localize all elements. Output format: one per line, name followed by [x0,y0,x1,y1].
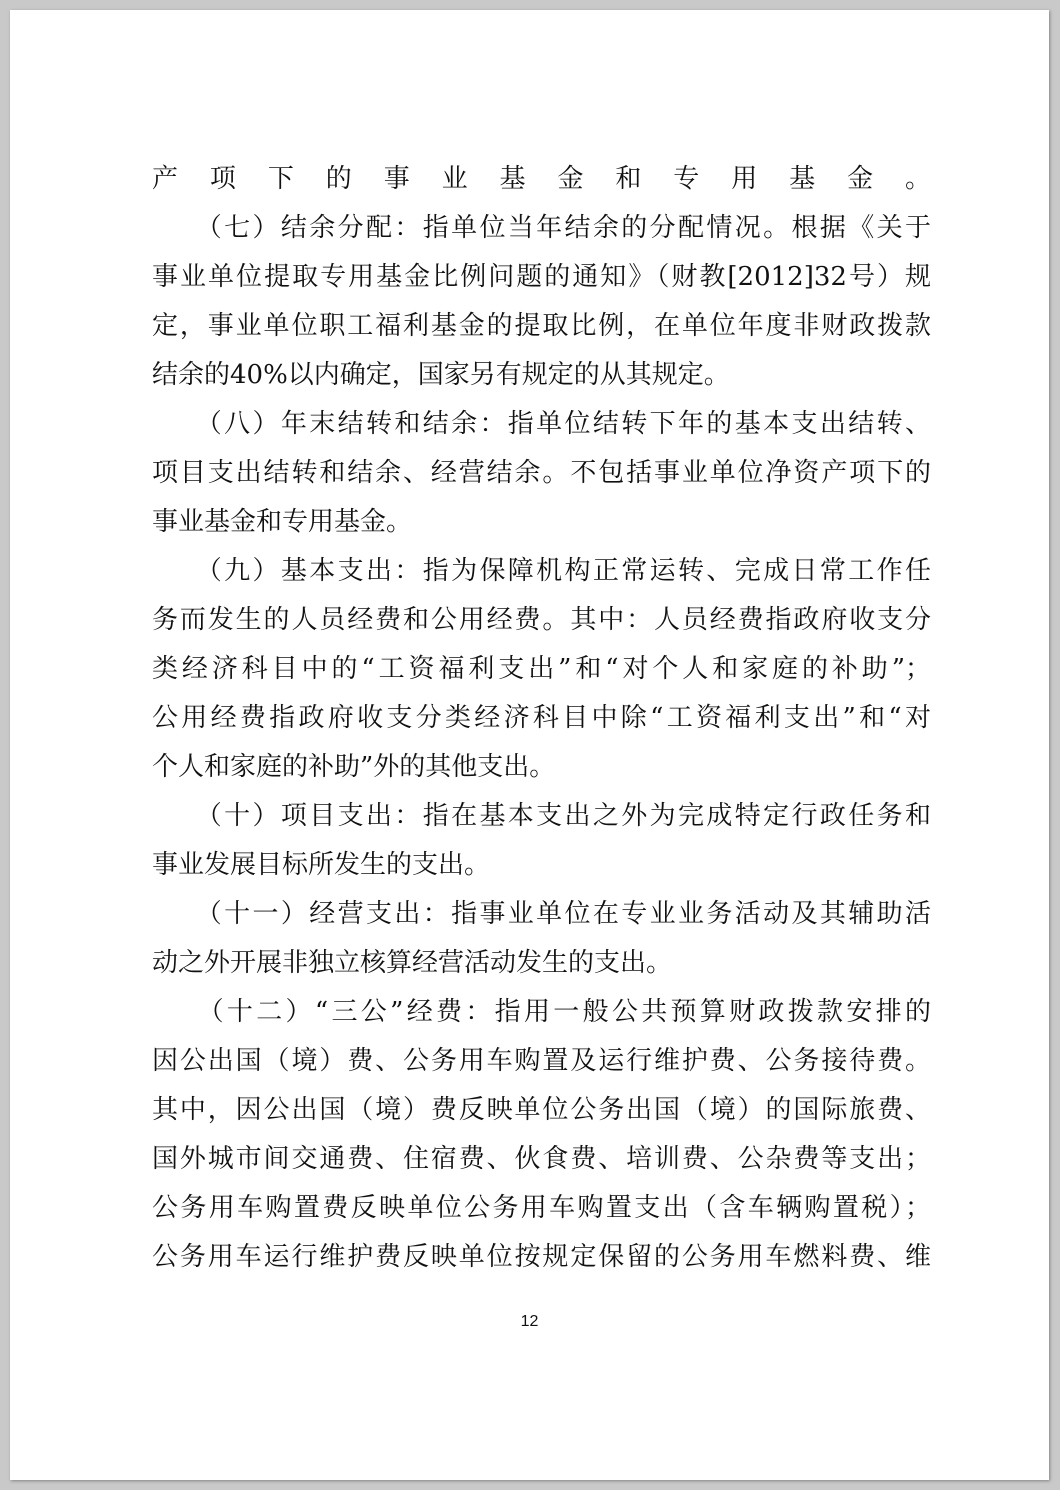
text-line: 产项下的事业基金和专用基金。 [152,164,931,194]
page-number: 12 [520,1313,539,1330]
text-line: （九）基本支出：指为保障机构正常运转、完成日常工作任 [152,556,931,586]
document-page [10,10,1049,1480]
text-line: 公务用车购置费反映单位公务用车购置支出（含车辆购置税）； [152,1193,931,1223]
text-line: 结余的40%以内确定，国家另有规定的从其规定。 [152,360,730,390]
text-line: （十二）“三公”经费：指用一般公共预算财政拨款安排的 [152,997,931,1027]
text-line: 事业单位提取专用基金比例问题的通知》（财教[2012]32号）规 [152,262,931,292]
text-line: 项目支出结转和结余、经营结余。不包括事业单位净资产项下的 [152,458,931,488]
text-line: 公用经费指政府收支分类经济科目中除“工资福利支出”和“对 [152,703,931,733]
text-line: 务而发生的人员经费和公用经费。其中：人员经费指政府收支分 [152,605,931,635]
text-line: 因公出国（境）费、公务用车购置及运行维护费、公务接待费。 [152,1046,931,1076]
text-line: 事业基金和专用基金。 [152,507,413,537]
body-text [152,155,931,1282]
text-line: （十一）经营支出：指事业单位在专业业务活动及其辅助活 [152,899,931,929]
text-line: 其中，因公出国（境）费反映单位公务出国（境）的国际旅费、 [152,1095,931,1125]
text-line: 个人和家庭的补助”外的其他支出。 [152,752,556,782]
text-line: 定，事业单位职工福利基金的提取比例，在单位年度非财政拨款 [152,311,931,341]
text-line: 类经济科目中的“工资福利支出”和“对个人和家庭的补助”； [152,654,931,684]
text-line: （七）结余分配：指单位当年结余的分配情况。根据《关于 [152,213,931,243]
text-line: （十）项目支出：指在基本支出之外为完成特定行政任务和 [152,801,931,831]
text-line: （八）年末结转和结余：指单位结转下年的基本支出结转、 [152,409,931,439]
text-line: 事业发展目标所发生的支出。 [152,850,491,880]
text-line: 国外城市间交通费、住宿费、伙食费、培训费、公杂费等支出； [152,1144,931,1174]
text-line: 公务用车运行维护费反映单位按规定保留的公务用车燃料费、维 [152,1242,931,1272]
text-line: 动之外开展非独立核算经营活动发生的支出。 [152,948,673,978]
